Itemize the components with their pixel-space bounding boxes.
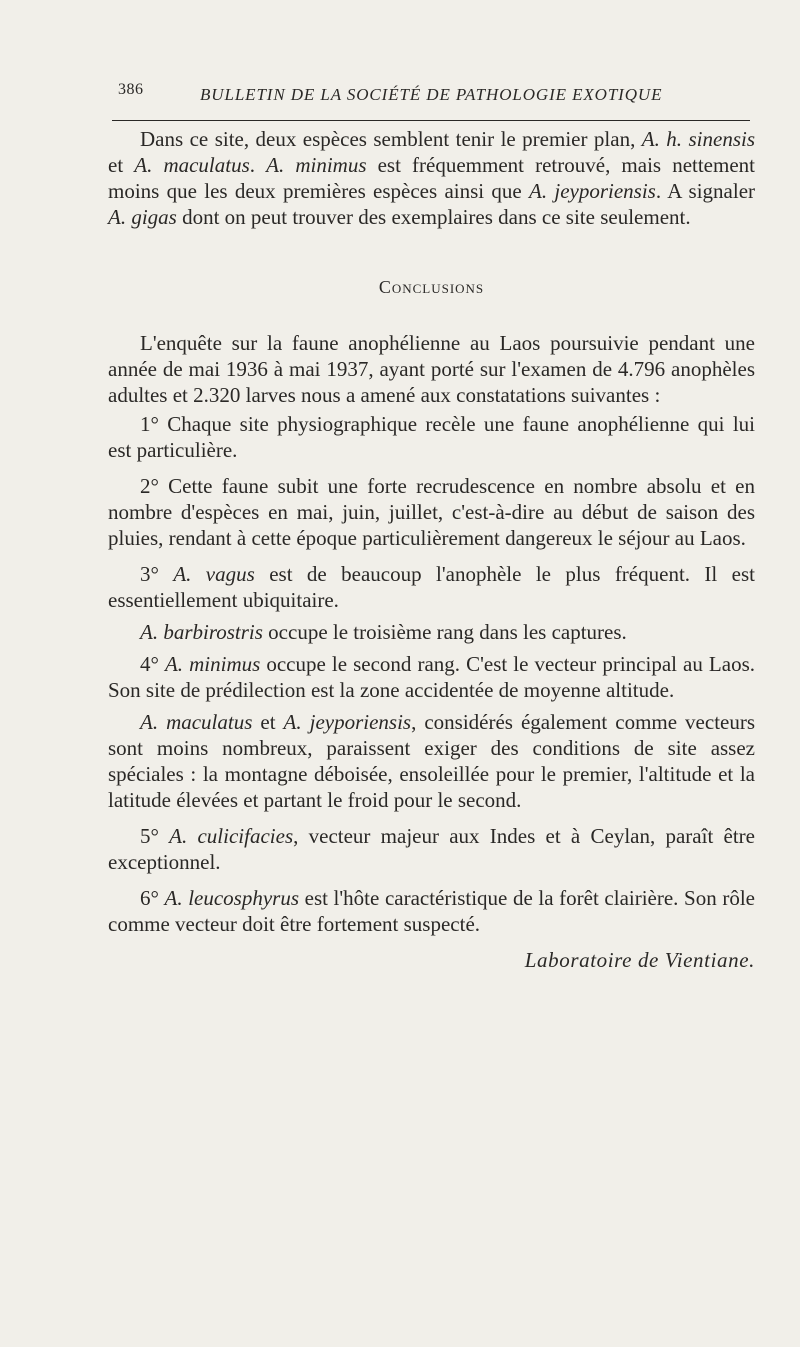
- species-name: A. maculatus: [140, 710, 253, 734]
- species-name: A. vagus: [173, 562, 255, 586]
- text-run: , vecteur majeur aux Indes et à Ceylan, paraît être exceptionnel.: [108, 824, 755, 874]
- text-run: et: [252, 710, 284, 734]
- item-number: 4°: [140, 652, 165, 676]
- text-run: occupe le second rang. C'est le vecteur principal au Laos. Son site de prédilection est la zone accidentée de moyenne altitude.: [108, 652, 755, 702]
- conclusion-item-6: [108, 885, 755, 937]
- article-body: [108, 126, 755, 973]
- species-name: A. jeyporiensis: [529, 179, 656, 203]
- signature: Laboratoire de Vientiane.: [524, 948, 755, 972]
- item-number: 3°: [140, 562, 174, 586]
- species-name: A. jeyporiensis: [283, 710, 412, 734]
- text-run: est de beaucoup l'anophèle le plus fréquent. Il est essentiellement ubiquitaire.: [108, 562, 755, 612]
- text-run: et: [108, 153, 135, 177]
- running-title: BULLETIN DE LA SOCIÉTÉ DE PATHOLOGIE EXOTIQUE: [200, 85, 663, 104]
- conclusion-item-5: [108, 823, 755, 875]
- section-heading: Conclusions: [378, 277, 485, 297]
- page-number: 386: [118, 81, 144, 98]
- item-number: 6°: [140, 886, 165, 910]
- species-name: A. leucosphyrus: [164, 886, 300, 910]
- conclusion-item-1: 1° Chaque site physiographique recèle une faune anophélienne qui lui est particulière.: [108, 412, 755, 462]
- species-name: A. barbirostris: [140, 620, 263, 644]
- intro-paragraph: [108, 126, 755, 230]
- text-run: est l'hôte caractéristique de la forêt clairière. Son rôle comme vecteur doit être fortement suspecté.: [108, 886, 755, 936]
- item-number: 5°: [140, 824, 170, 848]
- conclusion-item-4: [108, 651, 755, 703]
- text-run: .: [249, 153, 267, 177]
- conclusion-item-3: [108, 561, 755, 613]
- species-name: A. maculatus: [134, 153, 250, 177]
- species-name: A. gigas: [108, 205, 177, 229]
- text-run: occupe le troisième rang dans les captures.: [262, 620, 627, 644]
- conclusions-lead: L'enquête sur la faune anophélienne au Laos poursuivie pendant une année de mai 1936 à mai 1937, ayant porté sur l'examen de 4.796 anophèles adultes et 2.320 larves nous a amené aux constatations suivantes :: [108, 331, 755, 407]
- text-run: , considérés également comme vecteurs sont moins nombreux, paraissent exiger des conditions de site assez spéciales : la montagne déboisée, ensoleillée pour le premier, l'altitude et la latitude élevées et partant le froid pour le second.: [108, 710, 756, 812]
- text-run: est fréquemment retrouvé, mais nettement moins que les deux premières espèces ainsi que: [108, 153, 755, 203]
- header-rule: [112, 120, 750, 121]
- page-header: [118, 78, 750, 108]
- text-run: . A signaler: [655, 179, 756, 203]
- text-run: dont on peut trouver des exemplaires dans ce site seulement.: [176, 205, 691, 229]
- species-name: A. minimus: [164, 652, 261, 676]
- conclusion-item-2: 2° Cette faune subit une forte recrudescence en nombre absolu et en nombre d'espèces en mai, juin, juillet, c'est-à-dire au début de saison des pluies, rendant à cette époque particulièrement dangereux le séjour au Laos.: [108, 474, 755, 550]
- species-name: A. culicifacies: [169, 824, 294, 848]
- text-run: Dans ce site, deux espèces semblent tenir le premier plan,: [140, 127, 636, 151]
- species-name: A. h. sinensis: [641, 127, 756, 151]
- conclusion-item-4b: [108, 709, 755, 813]
- conclusion-item-3b: [108, 619, 755, 645]
- species-name: A. minimus: [266, 153, 367, 177]
